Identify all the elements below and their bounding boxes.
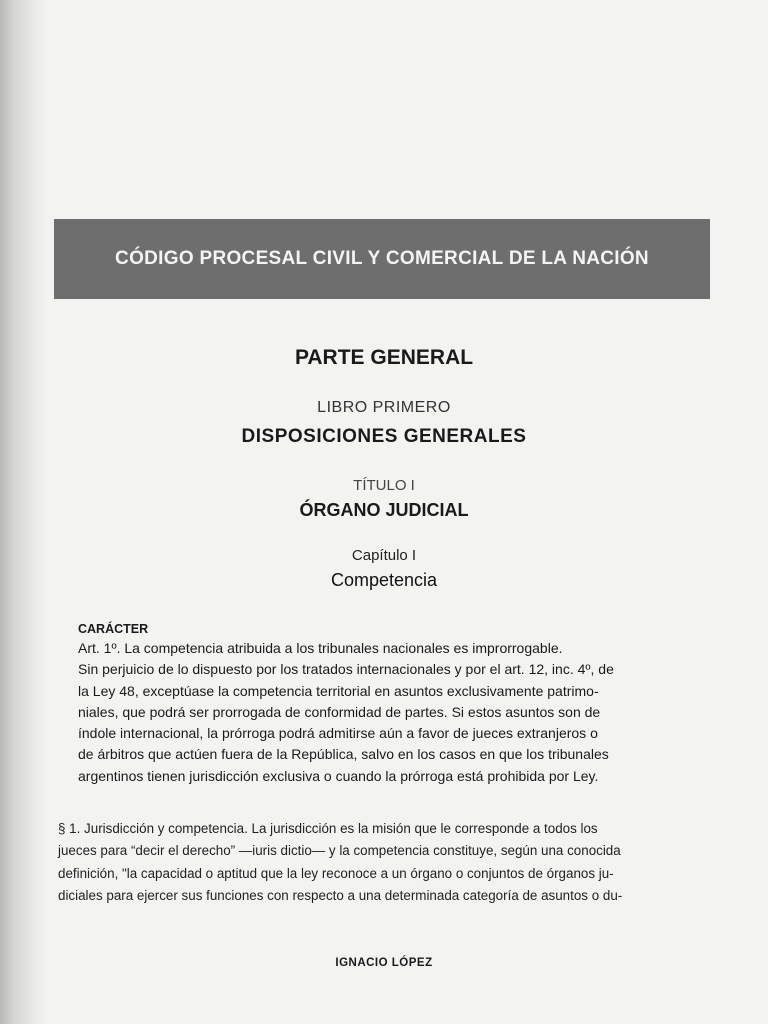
page-footer-author: IGNACIO LÓPEZ bbox=[335, 957, 433, 969]
article-line: de árbitros que actúen fuera de la República, salvo en los casos en que los tribunales bbox=[78, 746, 609, 763]
article-line: Art. 1º. La competencia atribuida a los tribunales nacionales es improrrogable. bbox=[78, 640, 563, 656]
article-line: la Ley 48, exceptúase la competencia territorial en asuntos exclusivamente patrimo- bbox=[78, 682, 599, 699]
chapter-label: Capítulo I bbox=[351, 547, 417, 564]
part-title: PARTE GENERAL bbox=[294, 346, 474, 369]
chapter-name: Competencia bbox=[330, 570, 438, 590]
titulo-label: TÍTULO I bbox=[353, 477, 415, 494]
book-title: DISPOSICIONES GENERALES bbox=[241, 426, 527, 447]
book-label: LIBRO PRIMERO bbox=[317, 399, 451, 416]
commentary-line: definición, "la capacidad o aptitud que la ley reconoce a un órgano o conjuntos de órganos ju- bbox=[58, 865, 614, 881]
article-line: niales, que podrá ser prorrogada de conformidad de partes. Si estos asuntos son de bbox=[78, 703, 601, 720]
titulo-name: ÓRGANO JUDICIAL bbox=[299, 500, 469, 520]
commentary-text bbox=[58, 818, 713, 907]
article-text bbox=[78, 638, 686, 787]
commentary-line: § 1. Jurisdicción y competencia. La jurisdicción es la misión que le corresponde a todos los bbox=[58, 821, 598, 836]
commentary-line: jueces para “decir el derecho” —iuris dictio— y la competencia constituye, según una conocida bbox=[58, 843, 621, 859]
code-title: CÓDIGO PROCESAL CIVIL Y COMERCIAL DE LA NACIÓN bbox=[115, 248, 649, 269]
article-line: argentinos tienen jurisdicción exclusiva o cuando la prórroga está prohibida por Ley. bbox=[78, 767, 599, 784]
article-line: Sin perjuicio de lo dispuesto por los tratados internacionales y por el art. 12, inc. 4º, de bbox=[78, 661, 614, 678]
code-title-banner bbox=[54, 219, 710, 299]
article-line: índole internacional, la prórroga podrá admitirse aún a favor de jueces extranjeros o bbox=[78, 725, 598, 742]
commentary-line: diciales para ejercer sus funciones con respecto a una determinada categoría de asuntos o du- bbox=[58, 887, 623, 903]
section-heading: CARÁCTER bbox=[78, 622, 149, 636]
